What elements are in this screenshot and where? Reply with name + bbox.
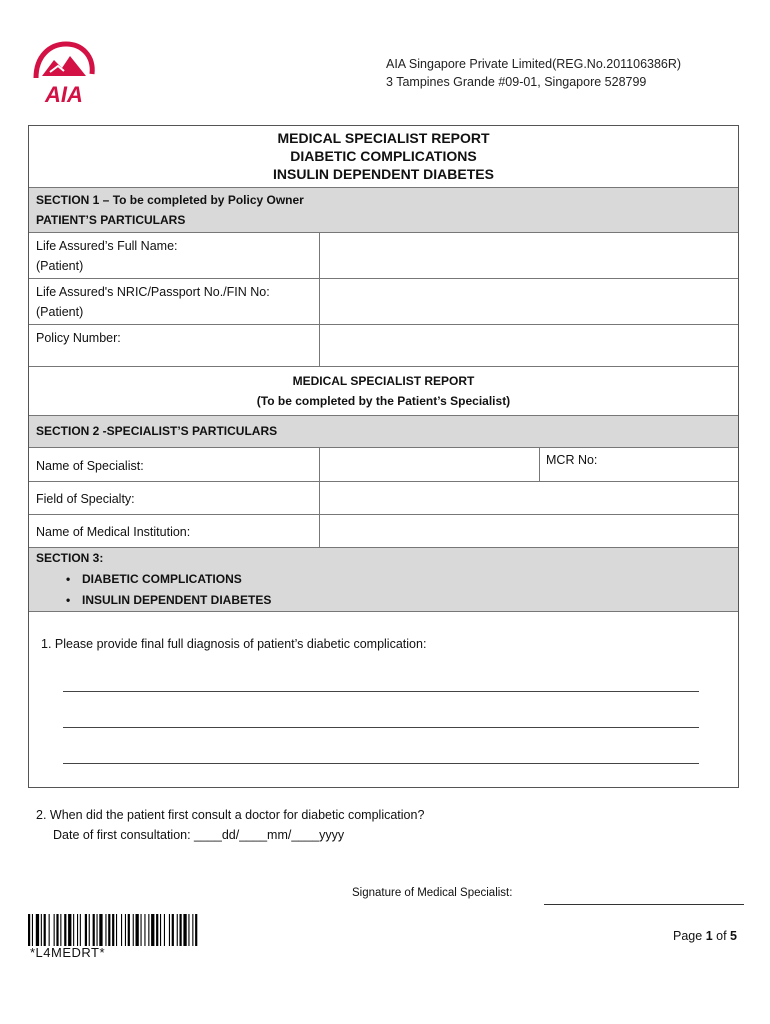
form-title-line2: DIABETIC COMPLICATIONS xyxy=(290,148,477,164)
section2-heading: SECTION 2 -SPECIALIST’S PARTICULARS xyxy=(36,424,278,438)
form-title-line3: INSULIN DEPENDENT DIABETES xyxy=(273,166,494,182)
answer-line-2[interactable] xyxy=(63,727,699,728)
nric-sublabel: (Patient) xyxy=(36,305,84,319)
barcode xyxy=(28,914,288,946)
barcode-bar xyxy=(54,914,55,946)
barcode-bar xyxy=(188,914,189,946)
page-total: 5 xyxy=(730,929,737,943)
mcr-label: MCR No: xyxy=(546,453,598,467)
answer-line-3[interactable] xyxy=(63,763,699,764)
specialty-label: Field of Specialty: xyxy=(36,492,135,506)
barcode-bar xyxy=(56,914,58,946)
barcode-bar xyxy=(192,914,193,946)
signature-label: Signature of Medical Specialist: xyxy=(352,887,513,899)
barcode-bar xyxy=(169,914,170,946)
policy-number-row xyxy=(29,325,738,367)
section2-header xyxy=(29,416,738,448)
specialty-row xyxy=(29,482,738,515)
barcode-bar xyxy=(195,914,197,946)
question-2-date[interactable]: Date of first consultation: ____dd/____mm/____yyyy xyxy=(53,828,345,842)
barcode-bar xyxy=(141,914,142,946)
barcode-bar xyxy=(121,914,122,946)
barcode-bar xyxy=(148,914,149,946)
specialty-input[interactable] xyxy=(320,482,738,514)
aia-logo xyxy=(28,38,100,108)
barcode-bar xyxy=(133,914,134,946)
barcode-bar xyxy=(156,914,158,946)
barcode-bar xyxy=(32,914,33,946)
barcode-bar xyxy=(28,914,30,946)
institution-input[interactable] xyxy=(320,515,738,547)
barcode-bar xyxy=(73,914,74,946)
life-assured-name-input[interactable] xyxy=(320,233,738,278)
barcode-bar xyxy=(99,914,102,946)
barcode-text: *L4MEDRT* xyxy=(30,945,106,960)
barcode-bar xyxy=(85,914,87,946)
section3-heading: SECTION 3: xyxy=(36,551,104,565)
barcode-bar xyxy=(64,914,66,946)
section3-header xyxy=(29,548,738,612)
barcode-bar xyxy=(164,914,165,946)
nric-row xyxy=(29,279,738,325)
report-banner-title: MEDICAL SPECIALIST REPORT xyxy=(292,374,475,388)
barcode-bar xyxy=(112,914,114,946)
policy-number-label: Policy Number: xyxy=(36,331,121,345)
specialist-name-row xyxy=(29,448,738,482)
specialist-name-input[interactable] xyxy=(320,448,530,481)
specialist-name-label: Name of Specialist: xyxy=(36,459,144,473)
question-area xyxy=(29,612,738,789)
life-assured-name-label: Life Assured’s Full Name: xyxy=(36,239,178,253)
page-of: of xyxy=(716,929,727,943)
answer-line-1[interactable] xyxy=(63,691,699,692)
signature-line[interactable] xyxy=(544,904,744,905)
page-current: 1 xyxy=(705,929,713,943)
report-banner-subtitle: (To be completed by the Patient’s Specialist) xyxy=(256,394,511,408)
barcode-bar xyxy=(80,914,81,946)
question-1: 1. Please provide final full diagnosis of patient’s diabetic complication: xyxy=(41,637,427,651)
barcode-bar xyxy=(172,914,174,946)
section3-bullet-2: • INSULIN DEPENDENT DIABETES xyxy=(36,590,738,611)
nric-input[interactable] xyxy=(320,279,738,324)
barcode-bar xyxy=(116,914,117,946)
barcode-bar xyxy=(177,914,178,946)
barcode-bar xyxy=(77,914,78,946)
report-form xyxy=(28,125,739,788)
barcode-bar xyxy=(144,914,145,946)
institution-row xyxy=(29,515,738,548)
barcode-bar xyxy=(180,914,182,946)
question-2: 2. When did the patient first consult a doctor for diabetic complication? xyxy=(36,808,425,822)
section1-header xyxy=(29,188,738,233)
barcode-bar xyxy=(41,914,42,946)
company-street: 3 Tampines Grande #09-01, Singapore 528799 xyxy=(386,75,647,89)
institution-label: Name of Medical Institution: xyxy=(36,525,191,539)
barcode-bar xyxy=(97,914,98,946)
barcode-bar xyxy=(183,914,186,946)
logo-text: AIA xyxy=(45,82,83,107)
life-assured-name-sublabel: (Patient) xyxy=(36,259,84,273)
barcode-bar xyxy=(128,914,130,946)
form-title-line1: MEDICAL SPECIALIST REPORT xyxy=(277,130,490,146)
policy-number-input[interactable] xyxy=(320,325,738,366)
page-prefix: Page xyxy=(673,929,703,943)
barcode-bar xyxy=(44,914,46,946)
page-number xyxy=(673,929,737,943)
barcode-bar xyxy=(151,914,154,946)
barcode-bar xyxy=(93,914,95,946)
barcode-bar xyxy=(136,914,139,946)
life-assured-name-row xyxy=(29,233,738,279)
company-name: AIA Singapore Private Limited(REG.No.201106386R) xyxy=(386,57,682,71)
barcode-bar xyxy=(160,914,161,946)
barcode-bar xyxy=(108,914,110,946)
report-banner xyxy=(29,367,738,416)
barcode-bar xyxy=(89,914,90,946)
barcode-bar xyxy=(68,914,71,946)
barcode-bar xyxy=(60,914,61,946)
section1-subheading: PATIENT’S PARTICULARS xyxy=(36,213,186,227)
section3-bullet-1: • DIABETIC COMPLICATIONS xyxy=(36,569,738,590)
form-title xyxy=(29,126,738,188)
barcode-bar xyxy=(36,914,39,946)
barcode-bar xyxy=(49,914,50,946)
company-address xyxy=(386,55,681,91)
nric-label: Life Assured's NRIC/Passport No./FIN No: xyxy=(36,285,270,299)
section1-heading: SECTION 1 – To be completed by Policy Owner xyxy=(36,193,304,207)
barcode-bar xyxy=(125,914,126,946)
barcode-bar xyxy=(105,914,106,946)
